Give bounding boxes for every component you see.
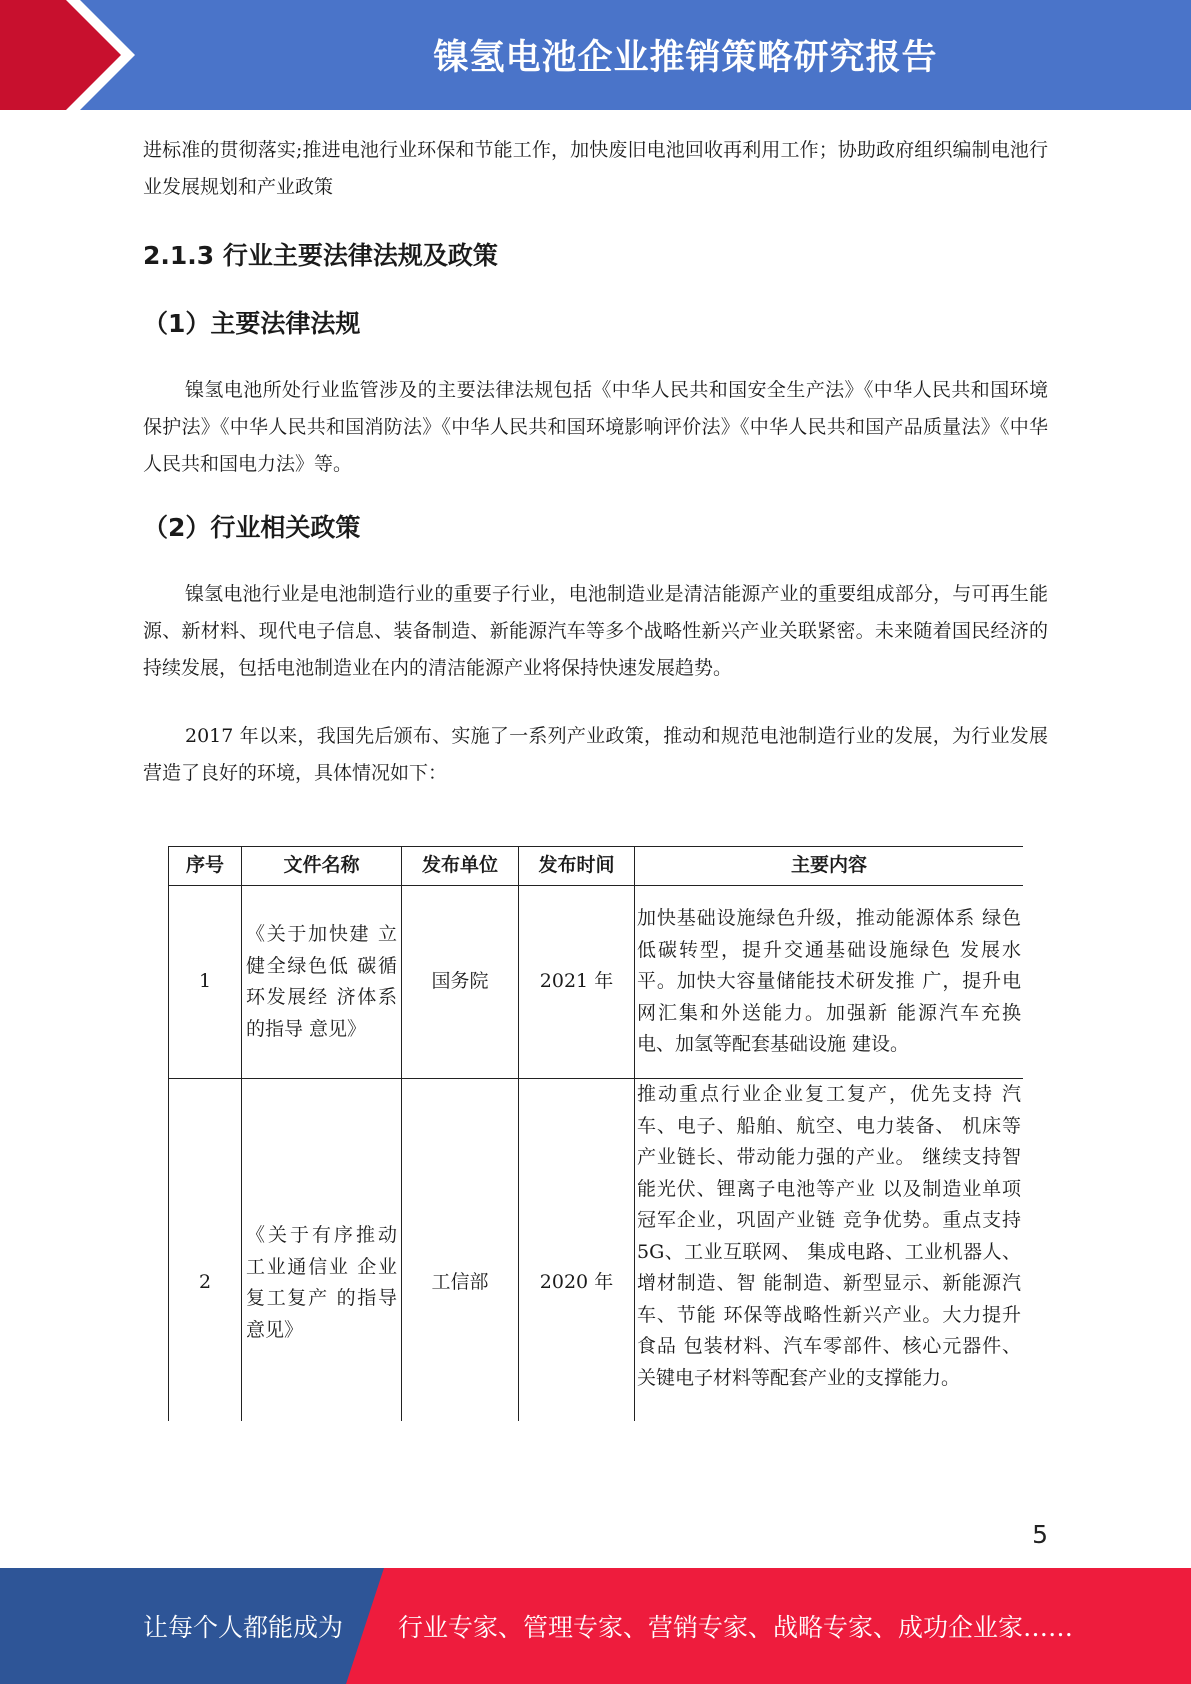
cell-document-name: 《关于有序推动工业通信业 企业复工复产 的指导意见》 [242, 1079, 402, 1422]
intro-paragraph: 进标准的贯彻落实;推进电池行业环保和节能工作，加快废旧电池回收再利用工作；协助政府组织编制电池行业发展规划和产业政策 [143, 139, 1048, 198]
cell-number: 2 [169, 1079, 242, 1422]
cell-main-content: 推动重点行业企业复工复产，优先支持 汽车、电子、船舶、航空、电力装备、 机床等产业链长、带动能力强的产业。 继续支持智能光伏、锂离子电池等产业 以及制造业单项冠军企业，巩固产业链 竞争优势。重点支持 5G、工业互联网、 集成电路、工业机器人、增材制造、智 能制造、新型显示、新能源汽车、节能 环保等战略性新兴产业。大力提升食品 包装材料、汽车零部件、核心元器件、 关键电子材料等配套产业的支撑能力。 [635, 1079, 1024, 1422]
header-cell-main-content: 主要内容 [635, 847, 1024, 886]
policy-table [168, 846, 1023, 1421]
subsection-heading-policies: （2）行业相关政策 [143, 513, 361, 542]
header-cell-document-name: 文件名称 [242, 847, 402, 886]
cell-main-content: 加快基础设施绿色升级，推动能源体系 绿色低碳转型，提升交通基础设施绿色 发展水平。加快大容量储能技术研发推 广，提升电网汇集和外送能力。加强新 能源汽车充换电、加氢等配套基础设施 建设。 [635, 886, 1024, 1079]
laws-paragraph: 镍氢电池所处行业监管涉及的主要法律法规包括《中华人民共和国安全生产法》《中华人民共和国环境保护法》《中华人民共和国消防法》《中华人民共和国环境影响评价法》《中华人民共和国产品质量法》《中华人民共和国电力法》等。 [143, 379, 1048, 475]
cell-document-name: 《关于加快建 立健全绿色低 碳循环发展经 济体系的指导 意见》 [242, 886, 402, 1079]
header-cell-issuer: 发布单位 [402, 847, 519, 886]
cell-issuer: 工信部 [402, 1079, 519, 1422]
page-body [143, 132, 1048, 792]
report-title: 镍氢电池企业推销策略研究报告 [433, 38, 938, 78]
header-cell-issue-date: 发布时间 [519, 847, 635, 886]
table-header-row [169, 847, 1024, 886]
page-footer [0, 1568, 1191, 1684]
cell-issuer: 国务院 [402, 886, 519, 1079]
cell-issue-date: 2021 年 [519, 886, 635, 1079]
footer-slogan-left: 让每个人都能成为 [143, 1613, 344, 1642]
policies-paragraph-2: 2017 年以来，我国先后颁布、实施了一系列产业政策，推动和规范电池制造行业的发展，为行业发展营造了良好的环境，具体情况如下： [143, 725, 1048, 784]
footer-slogan-right: 行业专家、管理专家、营销专家、战略专家、成功企业家…… [398, 1613, 1074, 1642]
header-chevron-decoration [0, 0, 160, 110]
header-cell-number: 序号 [169, 847, 242, 886]
page-header [0, 0, 1191, 110]
policies-paragraph-1: 镍氢电池行业是电池制造行业的重要子行业，电池制造业是清洁能源产业的重要组成部分，与可再生能源、新材料、现代电子信息、装备制造、新能源汽车等多个战略性新兴产业关联紧密。未来随着国民经济的持续发展，包括电池制造业在内的清洁能源产业将保持快速发展趋势。 [143, 583, 1048, 679]
cell-issue-date: 2020 年 [519, 1079, 635, 1422]
table-row [169, 1079, 1024, 1422]
section-heading: 2.1.3 行业主要法律法规及政策 [143, 241, 498, 270]
subsection-heading-laws: （1）主要法律法规 [143, 309, 361, 338]
table-row [169, 886, 1024, 1079]
page-number: 5 [1032, 1520, 1048, 1549]
policy-table-container [168, 846, 1023, 1421]
cell-number: 1 [169, 886, 242, 1079]
